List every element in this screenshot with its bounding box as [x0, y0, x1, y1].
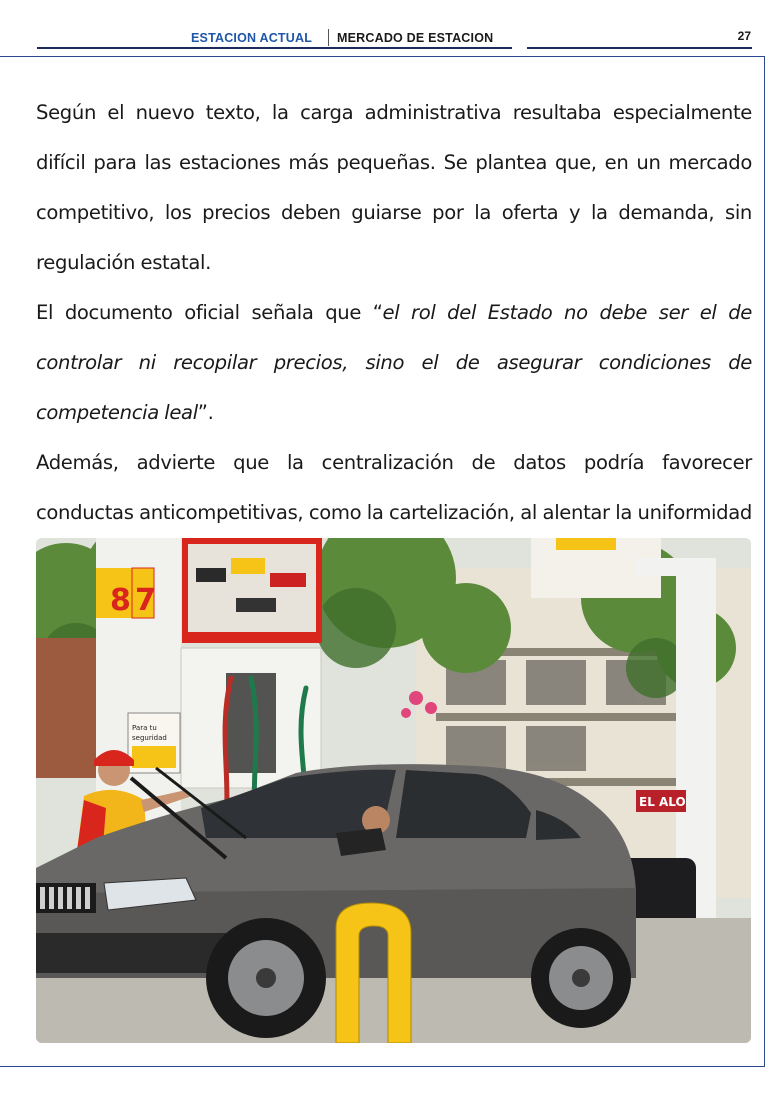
paragraph-3: Además, advierte que la centralización de datos podría favorecer conductas anticompetitivas, como la cartelización, al alentar la uniformidad	[36, 451, 752, 524]
gas-station-photo	[36, 538, 751, 1043]
frame-bottom-border	[0, 1066, 765, 1067]
official-quote: el rol del Estado no debe ser el de controlar ni recopilar precios, sino el de asegurar condiciones de competencia leal	[36, 301, 752, 424]
frame-top-border	[0, 56, 765, 57]
header-section: ESTACION ACTUAL	[191, 31, 313, 45]
paragraph-1: Según el nuevo texto, la carga administrativa resultaba especialmente difícil para las estaciones más pequeñas. Se plantea que, en un mercado competitivo, los precios deben guiarse por la oferta y la demanda, sin regulación estatal.	[36, 101, 752, 274]
page-number: 27	[737, 29, 751, 43]
frame-right-border	[764, 56, 765, 1067]
safety-sign-line1: Para tu	[132, 724, 157, 732]
header-separator	[328, 29, 329, 46]
header-subsection: MERCADO DE ESTACION	[337, 31, 494, 45]
paragraph-2-tail: ”.	[197, 401, 214, 424]
header-rule-left	[37, 47, 512, 49]
pump-number-right: 7	[135, 583, 156, 618]
shop-sign: EL ALO	[639, 795, 686, 809]
paragraph-2-lead: El documento oficial señala que “	[36, 301, 383, 324]
article-body	[36, 88, 752, 588]
header-rule-right	[527, 47, 752, 49]
safety-sign-line2: seguridad	[132, 734, 167, 742]
pump-number-left: 8	[110, 583, 131, 618]
paragraph-2	[36, 288, 752, 438]
